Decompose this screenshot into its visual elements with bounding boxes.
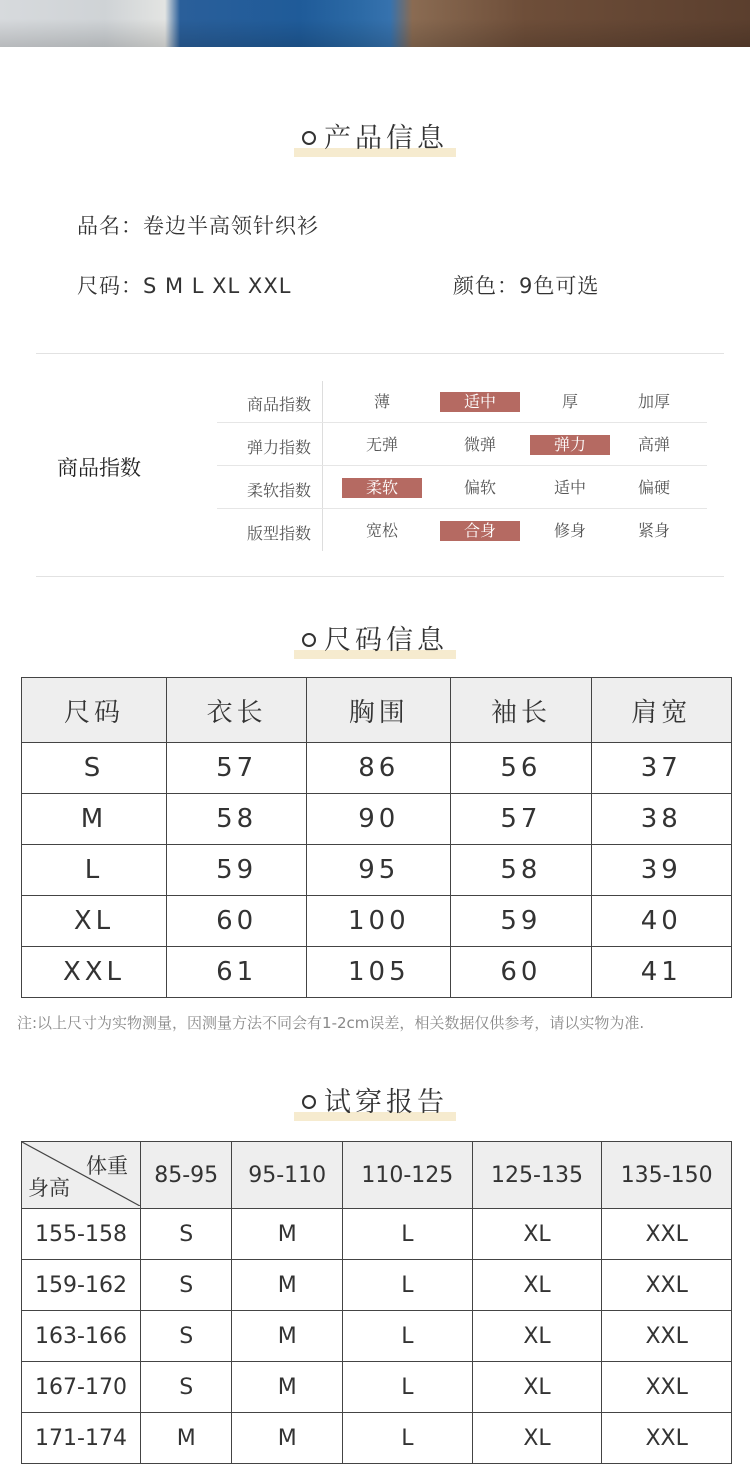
column-header: 95-110 <box>232 1142 343 1209</box>
table-header-row <box>22 678 732 743</box>
table-cell: M <box>232 1413 343 1464</box>
column-header: 衣长 <box>167 678 307 743</box>
index-option-selected: 弹力 <box>530 435 610 455</box>
index-option: 宽松 <box>365 521 398 540</box>
row-header-cell: 159-162 <box>22 1260 141 1311</box>
table-cell: XXL <box>22 947 167 998</box>
table-cell: L <box>343 1413 473 1464</box>
table-row <box>22 947 732 998</box>
index-option: 无弹 <box>365 435 398 454</box>
table-row <box>22 1362 732 1413</box>
divider <box>36 353 724 354</box>
index-option: 修身 <box>553 521 586 540</box>
column-header: 125-135 <box>472 1142 602 1209</box>
corner-height-label: 身高 <box>28 1176 70 1200</box>
corner-cell <box>22 1142 141 1209</box>
index-option: 适中 <box>553 478 586 497</box>
row-header-cell: 163-166 <box>22 1311 141 1362</box>
section-title-fit-report: 试穿报告 <box>0 1080 750 1119</box>
table-cell: XL <box>472 1362 602 1413</box>
table-cell: M <box>232 1362 343 1413</box>
column-header: 肩宽 <box>591 678 731 743</box>
table-cell: 39 <box>591 845 731 896</box>
table-cell: XL <box>22 896 167 947</box>
table-row <box>22 1260 732 1311</box>
index-option-selected: 柔软 <box>342 478 422 498</box>
index-row <box>217 424 707 466</box>
table-cell: S <box>22 743 167 794</box>
index-option: 偏硬 <box>637 478 670 497</box>
column-header: 135-150 <box>602 1142 732 1209</box>
index-row-name: 弹力指数 <box>246 438 311 457</box>
table-cell: L <box>343 1311 473 1362</box>
table-cell: 58 <box>167 794 307 845</box>
table-row <box>22 1413 732 1464</box>
row-header-cell: 155-158 <box>22 1209 141 1260</box>
index-row <box>217 381 707 423</box>
table-cell: M <box>232 1209 343 1260</box>
circle-bullet-icon <box>302 1095 316 1109</box>
table-cell: 37 <box>591 743 731 794</box>
table-cell: XL <box>472 1260 602 1311</box>
table-cell: M <box>232 1260 343 1311</box>
index-option: 紧身 <box>637 521 670 540</box>
table-cell: 86 <box>307 743 451 794</box>
table-row <box>22 845 732 896</box>
product-colors: 颜色：9色可选 <box>453 274 600 298</box>
table-cell: XXL <box>602 1362 732 1413</box>
index-row <box>217 510 707 552</box>
product-name: 品名：卷边半高领针织衫 <box>77 214 319 238</box>
table-row <box>22 1209 732 1260</box>
table-cell: 57 <box>451 794 591 845</box>
table-cell: S <box>141 1209 232 1260</box>
table-cell: L <box>343 1260 473 1311</box>
column-header: 尺码 <box>22 678 167 743</box>
table-cell: XXL <box>602 1311 732 1362</box>
table-cell: XL <box>472 1209 602 1260</box>
table-cell: 95 <box>307 845 451 896</box>
table-cell: L <box>343 1209 473 1260</box>
table-header-row <box>22 1142 732 1209</box>
table-cell: 61 <box>167 947 307 998</box>
table-cell: 40 <box>591 896 731 947</box>
index-option-selected: 合身 <box>440 521 520 541</box>
table-cell: 105 <box>307 947 451 998</box>
column-header: 85-95 <box>141 1142 232 1209</box>
row-header-cell: 167-170 <box>22 1362 141 1413</box>
table-cell: XL <box>472 1413 602 1464</box>
table-cell: 90 <box>307 794 451 845</box>
section-title-size-info: 尺码信息 <box>0 618 750 657</box>
table-cell: 41 <box>591 947 731 998</box>
table-cell: 100 <box>307 896 451 947</box>
index-option-selected: 适中 <box>440 392 520 412</box>
table-row <box>22 794 732 845</box>
index-option: 偏软 <box>463 478 496 497</box>
table-row <box>22 896 732 947</box>
table-cell: L <box>22 845 167 896</box>
corner-weight-label: 体重 <box>86 1154 128 1178</box>
index-row <box>217 467 707 509</box>
index-row-name: 柔软指数 <box>246 481 311 500</box>
column-header: 110-125 <box>343 1142 473 1209</box>
table-cell: L <box>343 1362 473 1413</box>
index-option: 薄 <box>373 392 390 411</box>
table-row <box>22 1311 732 1362</box>
table-cell: 38 <box>591 794 731 845</box>
index-option: 加厚 <box>637 392 670 411</box>
table-cell: S <box>141 1311 232 1362</box>
table-cell: M <box>232 1311 343 1362</box>
index-row-name: 商品指数 <box>246 395 311 414</box>
table-cell: 59 <box>451 896 591 947</box>
hero-photo-strip <box>0 0 750 47</box>
section-title-product-info: 产品信息 <box>0 116 750 155</box>
divider <box>36 576 724 577</box>
table-cell: 57 <box>167 743 307 794</box>
table-cell: M <box>141 1413 232 1464</box>
table-cell: S <box>141 1260 232 1311</box>
column-header: 袖长 <box>451 678 591 743</box>
index-option: 微弹 <box>463 435 496 454</box>
table-row <box>22 743 732 794</box>
table-cell: 60 <box>451 947 591 998</box>
table-cell: 59 <box>167 845 307 896</box>
column-header: 胸围 <box>307 678 451 743</box>
table-cell: 60 <box>167 896 307 947</box>
row-header-cell: 171-174 <box>22 1413 141 1464</box>
table-cell: 58 <box>451 845 591 896</box>
table-cell: XXL <box>602 1413 732 1464</box>
circle-bullet-icon <box>302 131 316 145</box>
index-option: 厚 <box>561 392 578 411</box>
size-table <box>21 677 732 998</box>
fit-table <box>21 1141 732 1464</box>
circle-bullet-icon <box>302 633 316 647</box>
index-option: 高弹 <box>637 435 670 454</box>
index-section-label: 商品指数 <box>57 456 141 480</box>
table-cell: M <box>22 794 167 845</box>
table-cell: 56 <box>451 743 591 794</box>
table-cell: XXL <box>602 1260 732 1311</box>
table-cell: XXL <box>602 1209 732 1260</box>
index-row-name: 版型指数 <box>246 524 311 543</box>
measurement-note: 注:以上尺寸为实物测量，因测量方法不同会有1-2cm误差，相关数据仅供参考，请以实物为准. <box>17 1014 645 1032</box>
table-cell: XL <box>472 1311 602 1362</box>
product-sizes: 尺码：S M L XL XXL <box>77 274 292 298</box>
table-cell: S <box>141 1362 232 1413</box>
